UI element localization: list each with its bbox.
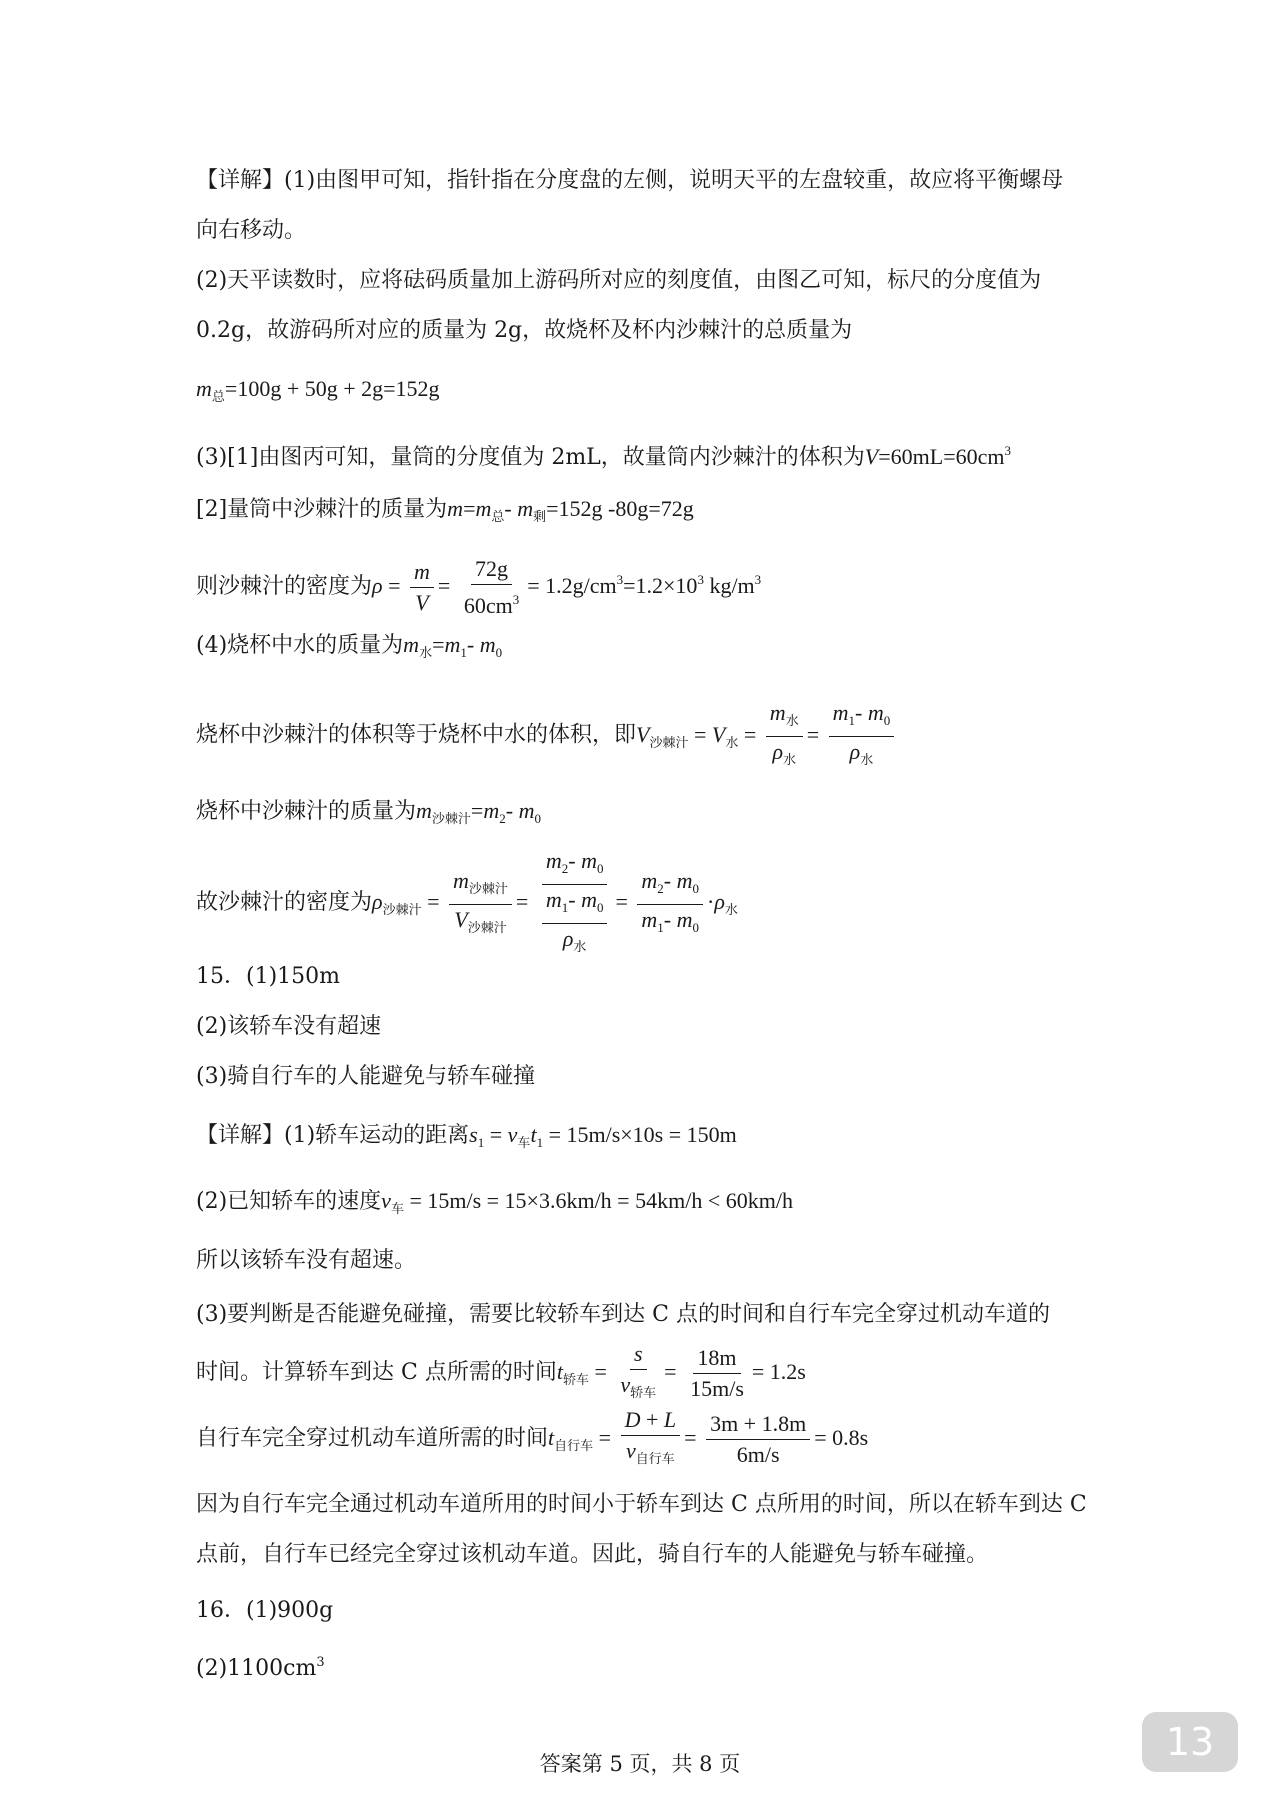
answer-15-2: (2)该轿车没有超速 bbox=[196, 1014, 382, 1039]
juice-mass-2-line: 烧杯中沙棘汁的质量为$m_{沙棘汁}=m_2-$ $m_0$ bbox=[196, 798, 541, 826]
detail-part2-line1: (2)天平读数时，应将砝码质量加上游码所对应的刻度值，由图乙可知，标尺的分度值为 bbox=[196, 268, 1042, 293]
volume-fraction-2: $\frac{m_1- m_0}{\rho_水}$ bbox=[829, 700, 895, 773]
bike-time-fraction-2: $\frac{3m + 1.8m}{6m/s}$ bbox=[706, 1411, 810, 1468]
conclusion-line-1: 因为自行车完全通过机动车道所用的时间小于轿车到达 C 点所用的时间，所以在轿车到达 C bbox=[196, 1492, 1087, 1517]
page-number-badge: 13 bbox=[1142, 1712, 1238, 1772]
density-fraction-values: $\frac{72g}{60cm^3}$ bbox=[463, 556, 520, 619]
car-time-fraction-2: $\frac{18m}{15m/s}$ bbox=[690, 1345, 744, 1402]
detail-part2-line2: 0.2g，故游码所对应的质量为 2g，故烧杯及杯内沙棘汁的总质量为 bbox=[196, 318, 853, 343]
final-density-line: 故沙棘汁的密度为$\rho_{沙棘汁}$ = $\frac{m_{沙棘汁}}{V_{沙棘汁}}$ = $\frac{m_2- m_0}{\frac{m_1- m_0}{\rho_水}}$ = $\frac{m_2- m_0}{m_1- m_0}$ $\cdot\rho_水$ bbox=[196, 848, 738, 960]
final-density-fraction-1: $\frac{m_{沙棘汁}}{V_{沙棘汁}}$ bbox=[449, 868, 512, 941]
bike-time-fraction-1: $\frac{D + L}{v_{自行车}}$ bbox=[621, 1407, 681, 1472]
car-time-fraction-1: $\frac{s}{v_{轿车}}$ bbox=[620, 1341, 657, 1401]
volume-equal-line: 烧杯中沙棘汁的体积等于烧杯中水的体积，即$V_{沙棘汁} = V_水$ = $\frac{m_水}{\rho_水}$ = $\frac{m_1- m_0}{\rho_水}$ bbox=[196, 700, 898, 775]
density-line: 则沙棘汁的密度为ρ = $\frac{m}{V}$ = $\frac{72g}{60cm^3}$ = $1.2g/cm^3=1.2\times 10^3$ $kg/m^3$ bbox=[196, 556, 762, 619]
volume-fraction-1: $\frac{m_水}{\rho_水}$ bbox=[766, 700, 803, 773]
total-mass-equation: $m_总=100g + 50g + 2g=152g$ bbox=[196, 376, 440, 404]
collision-intro-line: (3)要判断是否能避免碰撞，需要比较轿车到达 C 点的时间和自行车完全穿过机动车道的 bbox=[196, 1302, 1050, 1327]
final-density-fraction-3: $\frac{m_2- m_0}{m_1- m_0}$ bbox=[637, 868, 703, 941]
car-time-line: 时间。计算轿车到达 C 点所需的时间$t_{轿车}$ = $\frac{s}{v_{轿车}}$ = $\frac{18m}{15m/s}$ = 1.2s bbox=[196, 1340, 806, 1412]
distance-line: 【详解】(1)轿车运动的距离$s_1 = v_车t_1 = 15m/s\times 10s = 150m$ bbox=[196, 1122, 737, 1150]
juice-mass-line: [2]量筒中沙棘汁的质量为$m=m_总-$ $m_剩=152g$ -80g=72g bbox=[196, 496, 694, 524]
density-fraction-symbolic: $\frac{m}{V}$ bbox=[410, 559, 434, 616]
answer-15-1: 15．(1)150m bbox=[196, 964, 341, 989]
detail-part1-line2: 向右移动。 bbox=[196, 218, 307, 243]
conclusion-line-2: 点前，自行车已经完全穿过该机动车道。因此，骑自行车的人能避免与轿车碰撞。 bbox=[196, 1542, 989, 1567]
bike-time-line: 自行车完全穿过机动车道所需的时间$t_{自行车}$ = $\frac{D + L}{v_{自行车}}$ = $\frac{3m + 1.8m}{6m/s}$ = 0.8s bbox=[196, 1406, 868, 1478]
answer-15-3: (3)骑自行车的人能避免与轿车碰撞 bbox=[196, 1064, 536, 1089]
detail-part1-line1: 【详解】(1)由图甲可知，指针指在分度盘的左侧，说明天平的左盘较重，故应将平衡螺母 bbox=[196, 168, 1064, 193]
answer-16-1: 16．(1)900g bbox=[196, 1598, 334, 1623]
volume-line: (3)[1]由图丙可知，量筒的分度值为 2mL，故量筒内沙棘汁的体积为$V=60mL=60cm^3$ bbox=[196, 443, 1011, 470]
answer-16-2: $(2)1100cm^3$ bbox=[196, 1655, 325, 1681]
water-mass-line: (4)烧杯中水的质量为$m_水=m_1-$ $m_0$ bbox=[196, 632, 503, 660]
final-density-fraction-2: $\frac{m_2- m_0}{\frac{m_1- m_0}{\rho_水}}$ bbox=[538, 848, 612, 960]
page-footer: 答案第 5 页，共 8 页 bbox=[539, 1752, 741, 1776]
no-speeding-line: 所以该轿车没有超速。 bbox=[196, 1248, 417, 1273]
speed-line: (2)已知轿车的速度$v_车 = 15m/s = 15\times 3.6km/h = 54km/h < 60km/h$ bbox=[196, 1188, 793, 1216]
